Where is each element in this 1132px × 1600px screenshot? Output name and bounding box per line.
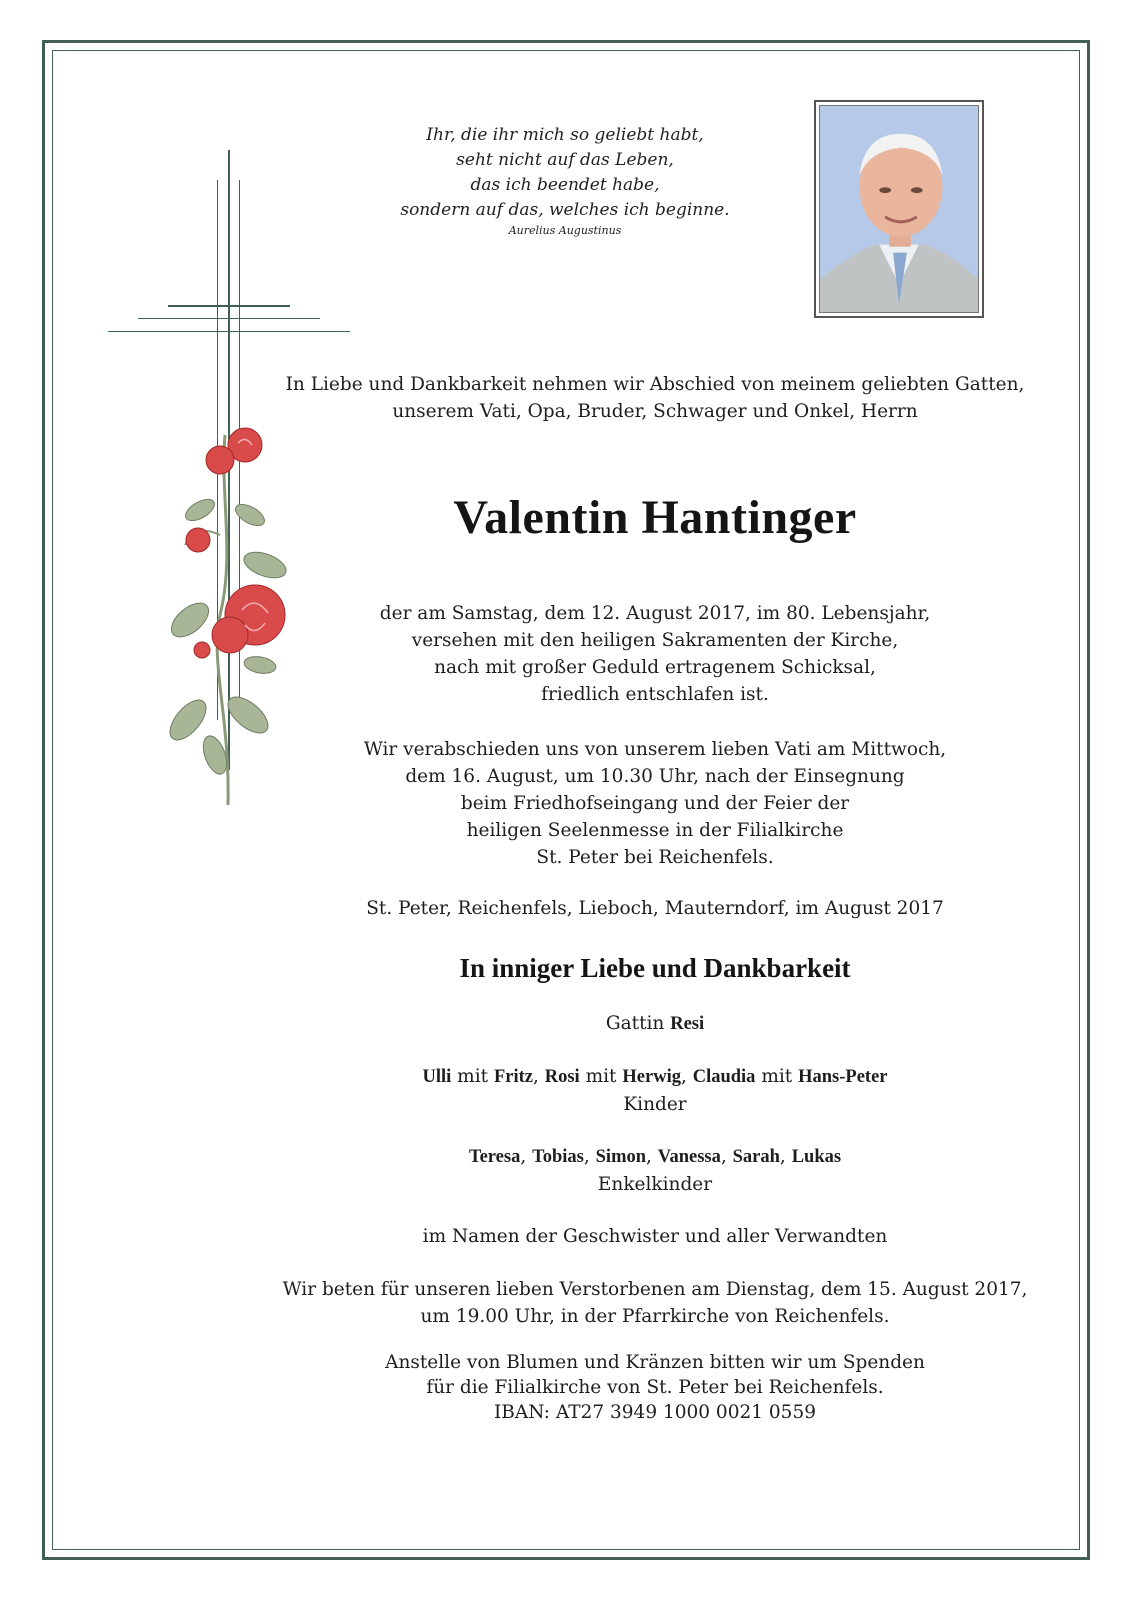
child-name: Ulli xyxy=(422,1067,452,1087)
quote-line: seht nicht auf das Leben, xyxy=(456,150,674,170)
quote-line: sondern auf das, welches ich beginne. xyxy=(400,200,730,220)
quote-author: Aurelius Augustinus xyxy=(508,224,622,237)
children-label: Kinder xyxy=(623,1094,687,1115)
partner-name: Hans-Peter xyxy=(798,1067,888,1087)
children-names: Ulli mit Fritz, Rosi mit Herwig, Claudia mit Hans-Peter xyxy=(422,1066,888,1087)
child-name: Claudia xyxy=(692,1067,756,1087)
spouse-relation: Gattin xyxy=(605,1013,665,1034)
joiner: mit xyxy=(457,1066,489,1087)
portrait-photo xyxy=(814,100,984,318)
joiner: mit xyxy=(761,1066,793,1087)
death-notice xyxy=(240,600,1070,708)
partner-name: Fritz xyxy=(493,1067,533,1087)
service-line: beim Friedhofseingang und der Feier der xyxy=(460,793,850,814)
grandchild-name: Simon xyxy=(595,1147,647,1167)
partner-name: Herwig xyxy=(622,1067,681,1087)
service-line: heiligen Seelenmesse in der Filialkirche xyxy=(466,820,844,841)
joiner: mit xyxy=(585,1066,617,1087)
spouse-line xyxy=(240,1010,1070,1038)
grandchildren-block xyxy=(240,1143,1070,1198)
quote-block xyxy=(365,123,765,239)
donation-line: Anstelle von Blumen und Kränzen bitten wir um Spenden xyxy=(385,1352,925,1373)
quote-line: Ihr, die ihr mich so geliebt habt, xyxy=(426,125,704,145)
prayer-info xyxy=(240,1276,1070,1330)
donation-line: für die Filialkirche von St. Peter bei Reichenfels. xyxy=(426,1377,884,1398)
grandchildren-label: Enkelkinder xyxy=(597,1174,713,1195)
donation-info xyxy=(240,1350,1070,1425)
intro-text xyxy=(240,371,1070,425)
intro-line: In Liebe und Dankbarkeit nehmen wir Abschied von meinem geliebten Gatten, xyxy=(285,374,1025,395)
spouse-name: Resi xyxy=(670,1014,705,1034)
quote-line: das ich beendet habe, xyxy=(470,175,660,195)
service-line: dem 16. August, um 10.30 Uhr, nach der Einsegnung xyxy=(405,766,905,787)
prayer-line: Wir beten für unseren lieben Verstorbenen am Dienstag, dem 15. August 2017, xyxy=(282,1279,1028,1300)
death-line: versehen mit den heiligen Sakramenten der Kirche, xyxy=(411,630,899,651)
relatives-line: im Namen der Geschwister und aller Verwandten xyxy=(422,1226,888,1247)
grandchild-name: Lukas xyxy=(791,1147,842,1167)
grandchild-name: Vanessa xyxy=(657,1147,721,1167)
deceased-name: Valentin Hantinger xyxy=(453,491,857,544)
places-date: St. Peter, Reichenfels, Lieboch, Mauterndorf, im August 2017 xyxy=(366,898,944,919)
grandchildren-names: Teresa, Tobias, Simon, Vanessa, Sarah, Lukas xyxy=(468,1146,842,1167)
portrait-image xyxy=(820,106,978,312)
intro-line: unserem Vati, Opa, Bruder, Schwager und Onkel, Herrn xyxy=(392,401,918,422)
grandchild-name: Teresa xyxy=(468,1147,521,1167)
grandchild-name: Tobias xyxy=(532,1147,584,1167)
service-line: Wir verabschieden uns von unserem lieben Vati am Mittwoch, xyxy=(363,739,947,760)
iban: IBAN: AT27 3949 1000 0021 0559 xyxy=(494,1402,816,1423)
service-line: St. Peter bei Reichenfels. xyxy=(536,847,774,868)
child-name: Rosi xyxy=(544,1067,580,1087)
grandchild-name: Sarah xyxy=(732,1147,780,1167)
prayer-line: um 19.00 Uhr, in der Pfarrkirche von Reichenfels. xyxy=(420,1306,890,1327)
death-line: der am Samstag, dem 12. August 2017, im 80. Lebensjahr, xyxy=(379,603,931,624)
children-block xyxy=(240,1063,1070,1118)
death-line: nach mit großer Geduld ertragenem Schicksal, xyxy=(434,657,876,678)
death-line: friedlich entschlafen ist. xyxy=(541,684,769,705)
mourners-heading: In inniger Liebe und Dankbarkeit xyxy=(459,953,851,983)
service-info xyxy=(240,736,1070,871)
